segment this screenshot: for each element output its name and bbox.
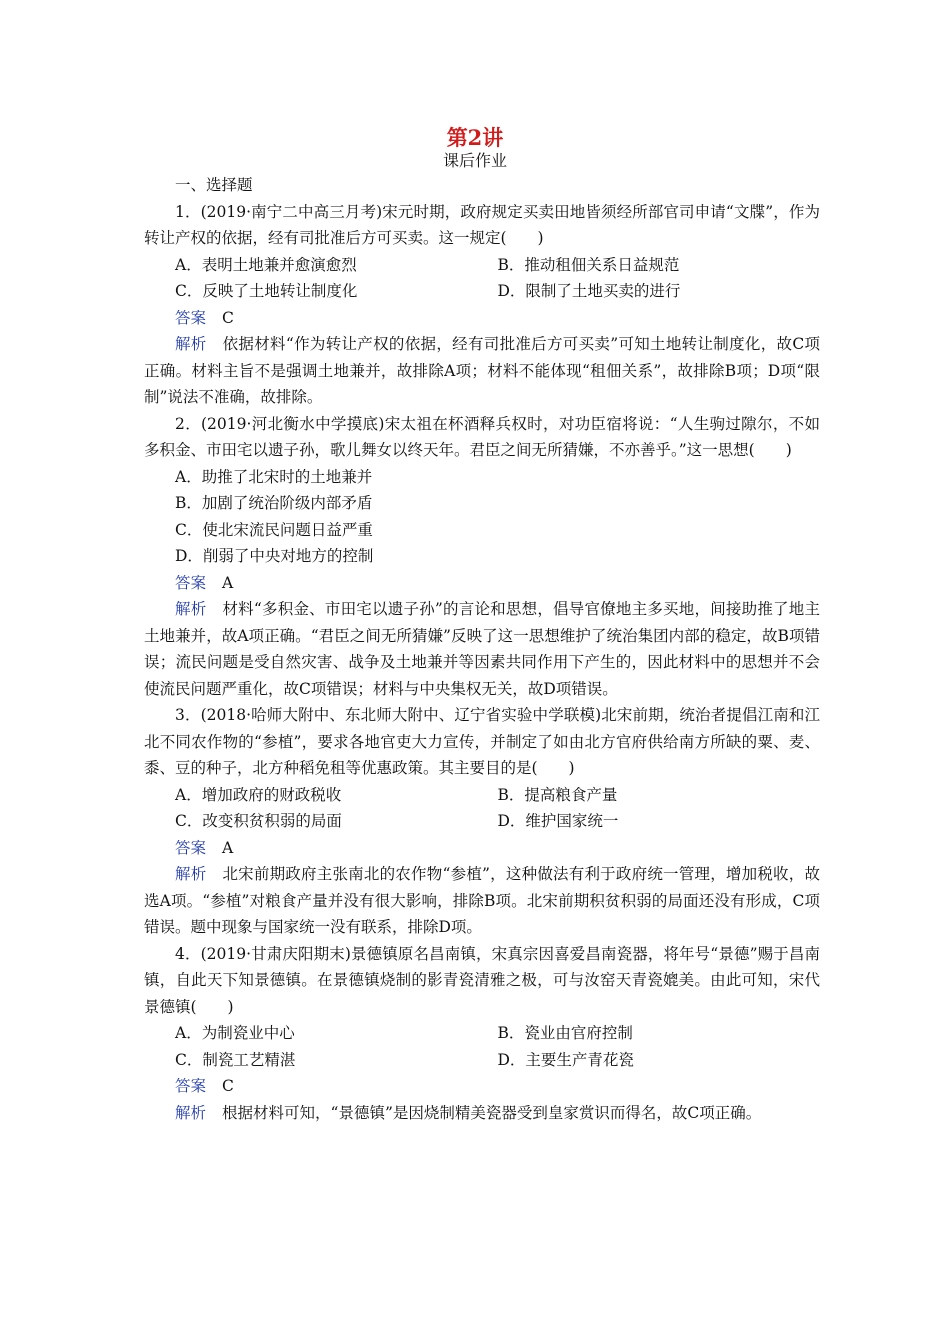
question-2: [144, 411, 820, 703]
option-d: D．维护国家统一: [497, 812, 619, 830]
option-c: C．反映了土地转让制度化: [175, 282, 358, 300]
content: [144, 172, 820, 1126]
option-b: B．提高粮食产量: [497, 785, 618, 804]
analysis-text: 依据材料“作为转让产权的依据，经有司批准后方可买卖”可知土地转让制度化，故C项正确。材料主旨不是强调土地兼并，故排除A项；材料不能体现“租佃关系”，故排除B项；D项“限制”说法不准确，故排除。: [144, 335, 820, 406]
question-3: [144, 702, 820, 941]
question-stem: 2．(2019·河北衡水中学摸底)宋太祖在杯酒释兵权时，对功臣宿将说：“人生驹过隙尔，不如多积金、市田宅以遗子孙，歌儿舞女以终天年。君臣之间无所猜嫌，不亦善乎。”这一思想( ): [144, 414, 820, 459]
question-stem: 4．(2019·甘肃庆阳期末)景德镇原名昌南镇，宋真宗因喜爱昌南瓷器，将年号“景德”赐于昌南镇，自此天下知景德镇。在景德镇烧制的影青瓷清雅之极，可与汝窑天青瓷媲美。由此可知，宋代景德镇( ): [144, 944, 820, 1016]
answer-tag: 答案: [175, 308, 207, 327]
option-b: B．瓷业由官府控制: [497, 1024, 633, 1042]
question-4: [144, 941, 820, 1127]
page-subtitle: 课后作业: [442, 151, 507, 170]
answer-tag: 答案: [175, 1077, 207, 1095]
option-a: A．增加政府的财政税收: [175, 785, 342, 804]
analysis-paragraph: [144, 1100, 820, 1127]
answer-value: C: [222, 308, 234, 327]
analysis-paragraph: [144, 861, 820, 941]
answer-line: [144, 305, 820, 332]
analysis-text: 北宋前期政府主张南北的农作物“参植”，这种做法有利于政府统一管理，增加税收，故选A项。“参植”对粮食产量并没有很大影响，排除B项。北宋前期积贫积弱的局面还没有形成，C项错误。题中现象与国家统一没有联系，排除D项。: [144, 865, 820, 936]
option-c: C．制瓷工艺精湛: [175, 1050, 296, 1069]
option-a: A．表明土地兼并愈演愈烈: [175, 255, 357, 274]
page-title: 第2讲: [446, 125, 504, 150]
analysis-tag: 解析: [175, 335, 207, 353]
answer-value: A: [222, 573, 234, 592]
answer-value: A: [222, 838, 234, 857]
analysis-tag: 解析: [175, 1103, 207, 1122]
option-b: B．推动租佃关系日益规范: [497, 255, 680, 274]
analysis-tag: 解析: [175, 865, 207, 883]
answer-value: C: [222, 1077, 234, 1095]
option-d: D．主要生产青花瓷: [497, 1050, 634, 1069]
section-title: 一、选择题: [175, 176, 253, 194]
analysis-text: 根据材料可知，“景德镇”是因烧制精美瓷器受到皇家赏识而得名，故C项正确。: [222, 1103, 762, 1122]
option-d: D．削弱了中央对地方的控制: [175, 547, 374, 565]
answer-tag: 答案: [175, 573, 207, 592]
answer-line: [144, 835, 820, 862]
answer-line: [144, 570, 820, 597]
question-stem: 3．(2018·哈师大附中、东北师大附中、辽宁省实验中学联模)北宋前期，统治者提倡江南和江北不同农作物的“参植”，要求各地官吏大力宣传，并制定了如由北方官府供给南方所缺的粟、麦、黍、豆的种子，北方种稻免租等优惠政策。其主要目的是( ): [144, 706, 820, 777]
option-c: C．改变积贫积弱的局面: [175, 812, 342, 830]
question-1: [144, 199, 820, 411]
analysis-tag: 解析: [175, 600, 207, 618]
answer-line: [144, 1073, 820, 1100]
option-c: C．使北宋流民问题日益严重: [175, 520, 373, 539]
answer-tag: 答案: [175, 838, 207, 857]
analysis-paragraph: [144, 331, 820, 411]
analysis-paragraph: [144, 596, 820, 702]
question-stem: 1．(2019·南宁二中高三月考)宋元时期，政府规定买卖田地皆须经所部官司申请“文牒”，作为转让产权的依据，经有司批准后方可买卖。这一规定( ): [144, 202, 820, 247]
option-a: A．为制瓷业中心: [175, 1024, 295, 1042]
option-b: B．加剧了统治阶级内部矛盾: [175, 494, 373, 512]
option-a: A．助推了北宋时的土地兼并: [175, 467, 373, 486]
option-d: D．限制了土地买卖的进行: [497, 282, 681, 300]
analysis-text: 材料“多积金、市田宅以遗子孙”的言论和思想，倡导官僚地主多买地，间接助推了地主土地兼并，故A项正确。“君臣之间无所猜嫌”反映了这一思想维护了统治集团内部的稳定，故B项错误；流民问题是受自然灾害、战争及土地兼并等因素共同作用下产生的，因此材料中的思想并不会使流民问题严重化，故C项错误；材料与中央集权无关，故D项错误。: [144, 600, 820, 698]
